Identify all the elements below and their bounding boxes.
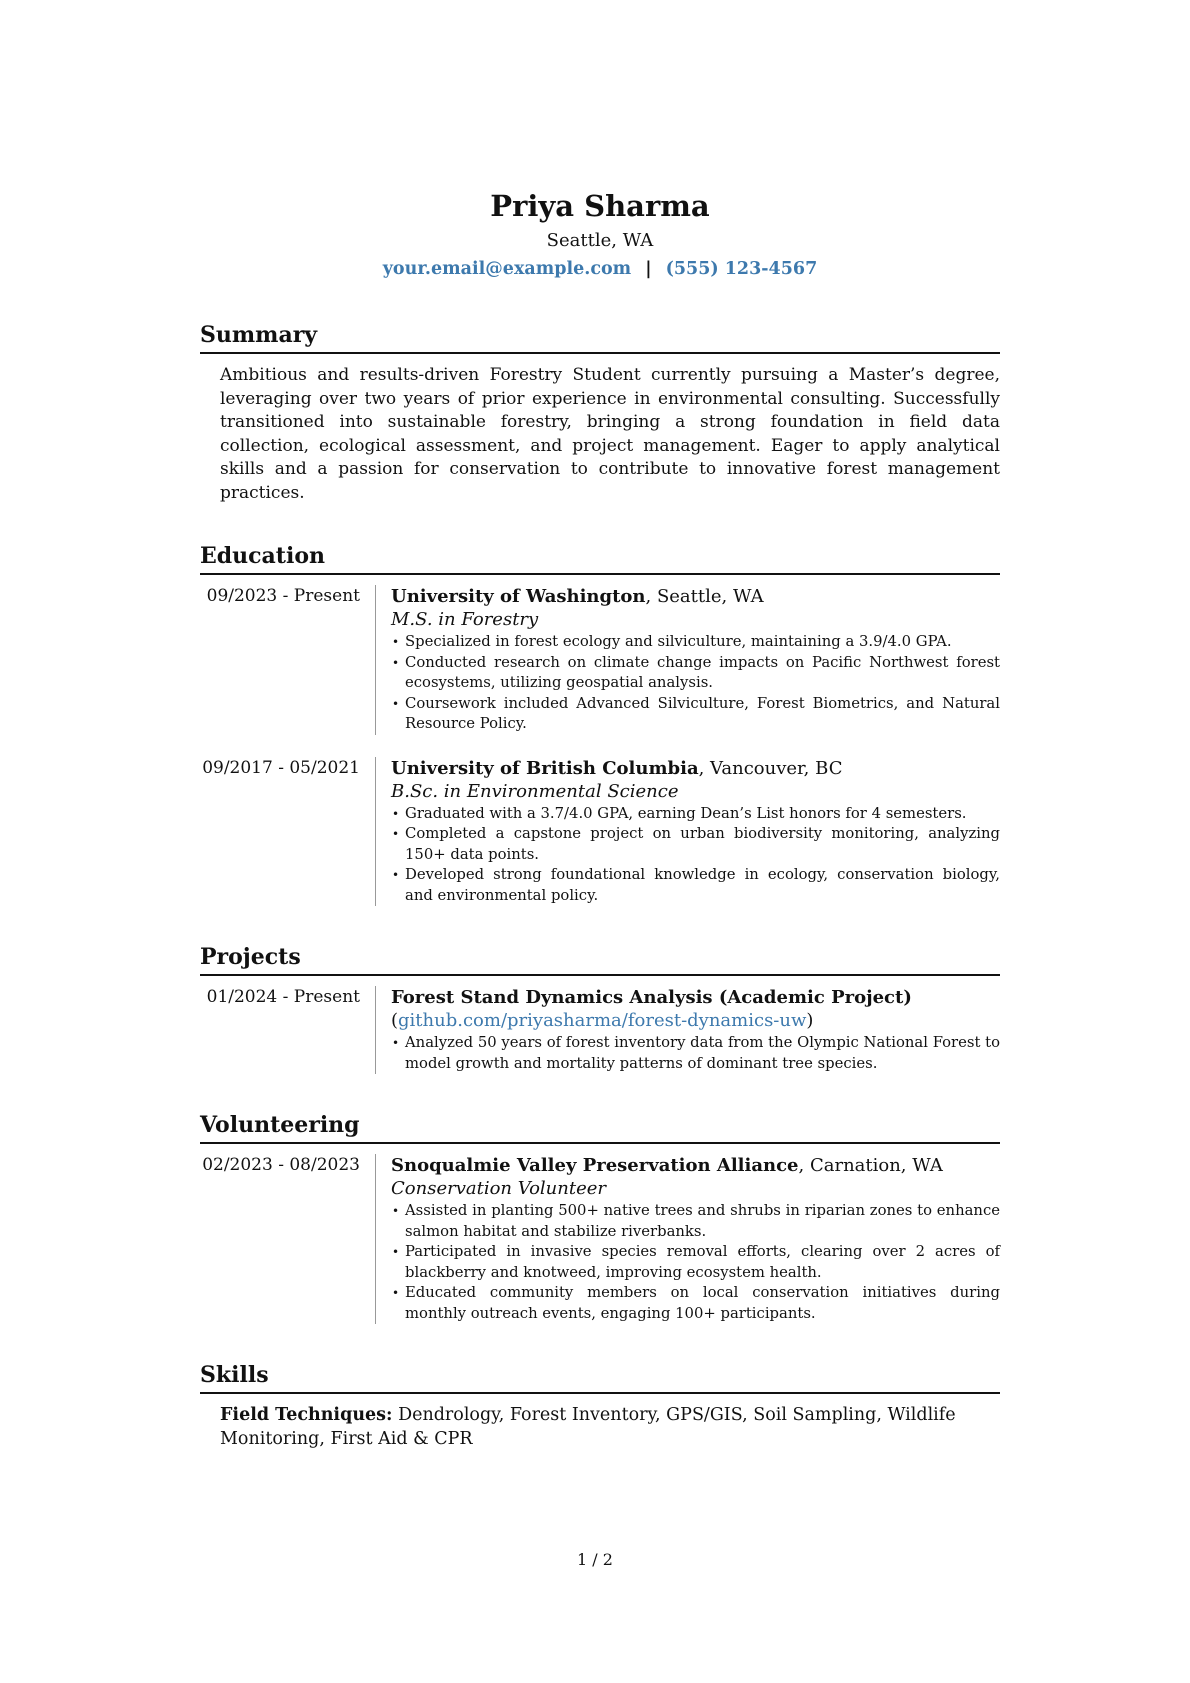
bullet-list [391,804,1000,907]
entry-heading [391,986,1000,1032]
bullet-list [391,1201,1000,1324]
bullet-list [391,632,1000,735]
entry-body [376,986,1000,1074]
bullet-list [391,1033,1000,1074]
skills-label: Field Techniques: [220,1405,393,1425]
entry-date: 01/2024 - Present [200,986,376,1074]
bullet-item: • Developed strong foundational knowledge in ecology, conservation biology, and environmental policy. [391,865,1000,906]
entry-body [376,585,1000,735]
bullet-item: • Completed a capstone project on urban biodiversity monitoring, analyzing 150+ data points. [391,824,1000,865]
volunteer-role: Conservation Volunteer [391,1178,607,1199]
entry-heading [391,585,1000,608]
organization-name: Snoqualmie Valley Preservation Alliance [391,1155,799,1176]
project-repo-link[interactable]: github.com/priyasharma/forest-dynamics-uw [398,1010,807,1031]
education-entry [200,585,1000,735]
projects-section [200,942,1000,1074]
link-open-paren: ( [391,1010,399,1031]
resume-page [200,188,1000,1451]
page-number: 1 / 2 [577,1550,613,1569]
contact-separator: | [645,259,652,279]
phone-link[interactable]: (555) 123-4567 [665,259,818,279]
section-title: Volunteering [200,1110,1000,1144]
institution-name: University of Washington [391,586,646,607]
resume-header [200,188,1000,282]
project-entry [200,986,1000,1074]
email-link[interactable]: your.email@example.com [382,259,632,279]
candidate-name: Priya Sharma [490,189,710,223]
degree: B.Sc. in Environmental Science [391,780,679,802]
skills-line [200,1404,1000,1451]
entry-body [376,757,1000,907]
volunteering-section [200,1110,1000,1324]
entry-heading [391,757,1000,780]
volunteering-entry [200,1154,1000,1324]
skills-section [200,1360,1000,1451]
bullet-item: • Graduated with a 3.7/4.0 GPA, earning Dean’s List honors for 4 semesters. [391,804,1000,825]
entry-date: 02/2023 - 08/2023 [200,1154,376,1324]
bullet-item: • Assisted in planting 500+ native trees and shrubs in riparian zones to enhance salmon habitat and stabilize riverbanks. [391,1201,1000,1242]
entry-body [376,1154,1000,1324]
entry-date: 09/2023 - Present [200,585,376,735]
bullet-item: • Participated in invasive species removal efforts, clearing over 2 acres of blackberry and knotweed, improving ecosystem health. [391,1242,1000,1283]
section-title: Summary [200,320,1000,354]
institution-name: University of British Columbia [391,757,699,779]
link-close-paren: ) [806,1010,814,1031]
education-entry [200,757,1000,907]
section-title: Education [200,541,1000,575]
candidate-location: Seattle, WA [546,230,654,251]
bullet-item: • Analyzed 50 years of forest inventory data from the Olympic National Forest to model growth and mortality patterns of dominant tree species. [391,1033,1000,1074]
section-title: Projects [200,942,1000,976]
education-section [200,541,1000,906]
entry-date: 09/2017 - 05/2021 [200,757,376,907]
institution-location: , Vancouver, BC [698,757,843,779]
contact-line [200,256,1000,282]
organization-location: , Carnation, WA [798,1155,943,1176]
section-title: Skills [200,1360,1000,1394]
bullet-item: • Conducted research on climate change impacts on Pacific Northwest forest ecosystems, utilizing geospatial analysis. [391,653,1000,694]
bullet-item: • Educated community members on local conservation initiatives during monthly outreach events, engaging 100+ participants. [391,1283,1000,1324]
bullet-item: • Coursework included Advanced Silviculture, Forest Biometrics, and Natural Resource Policy. [391,694,1000,735]
project-name: Forest Stand Dynamics Analysis (Academic Project) [391,987,912,1008]
bullet-item: • Specialized in forest ecology and silviculture, maintaining a 3.9/4.0 GPA. [391,632,1000,653]
summary-section [200,320,1000,505]
entry-heading [391,1154,1000,1177]
degree: M.S. in Forestry [391,609,539,630]
institution-location: , Seattle, WA [645,586,764,607]
skills-list: Dendrology, Forest Inventory, GPS/GIS, Soil Sampling, Wildlife Monitoring, First Aid & CPR [220,1405,956,1449]
summary-text: Ambitious and results-driven Forestry Student currently pursuing a Master’s degree, leveraging over two years of prior experience in environmental consulting. Successfully transitioned into sustainable forestry, bringing a strong foundation in field data collection, ecological assessment, and project management. Eager to apply analytical skills and a passion for conservation to contribute to innovative forest management practices. [220,365,1000,503]
